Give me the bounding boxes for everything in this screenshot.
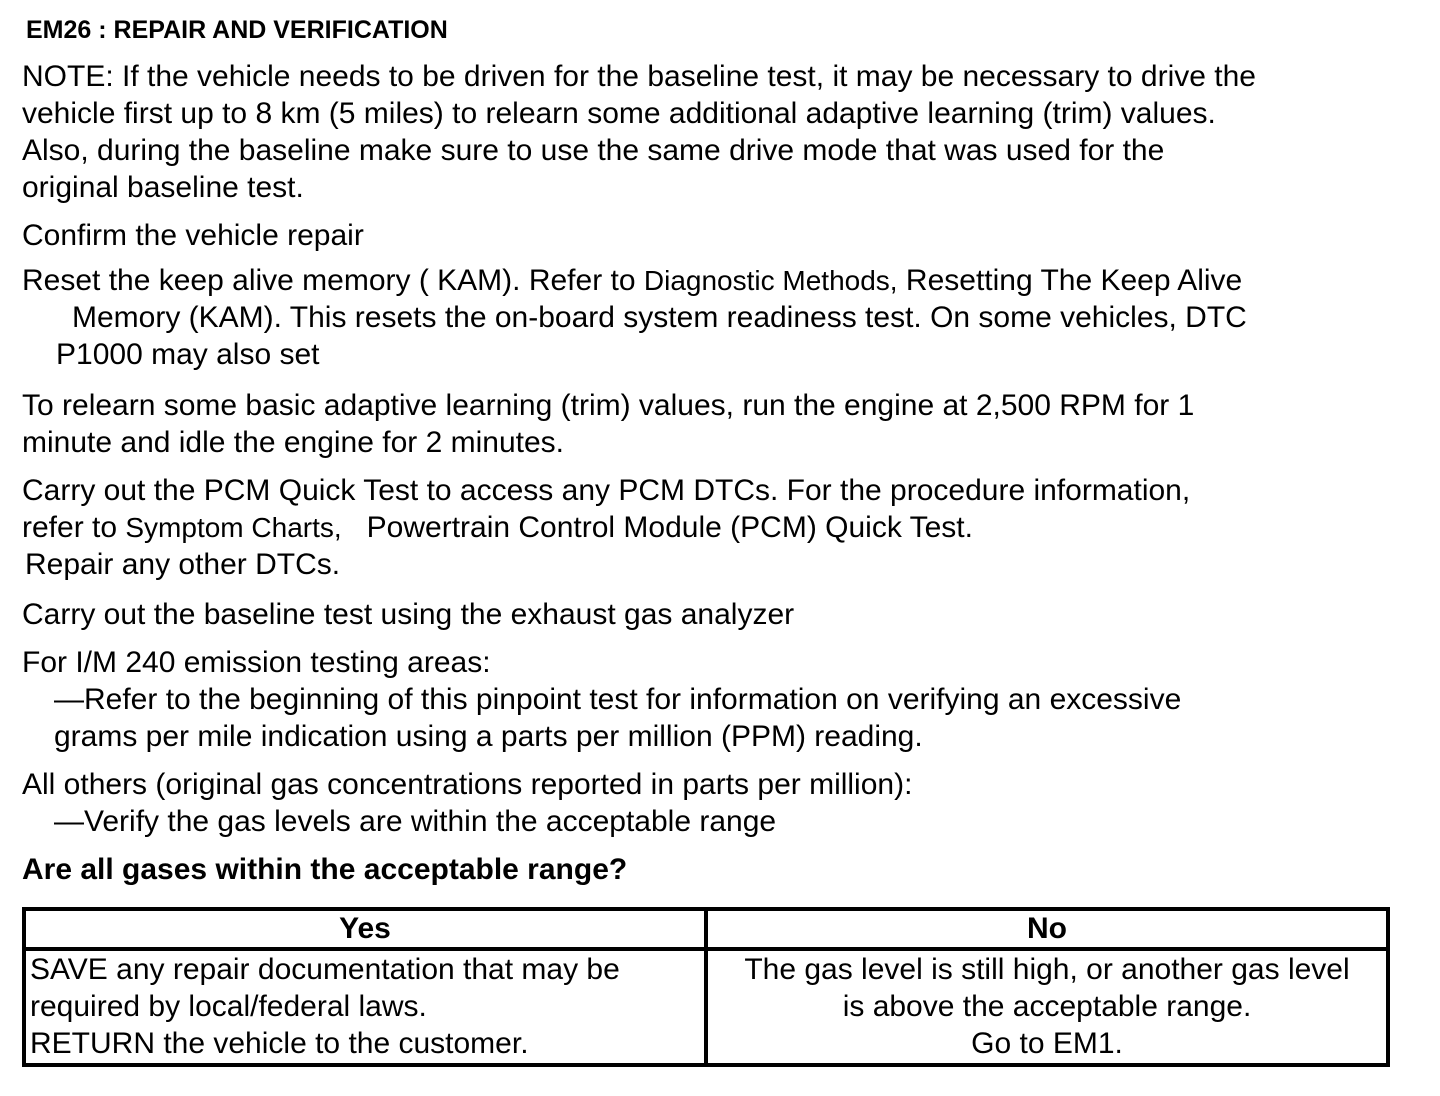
- result-header-row: [24, 909, 1388, 949]
- section-title: EM26 : REPAIR AND VERIFICATION: [26, 16, 448, 44]
- result-body-row: [24, 949, 1388, 1065]
- im240-line: grams per mile indication using a parts per million (PPM) reading.: [54, 720, 923, 753]
- decision-question: Are all gases within the acceptable range?: [22, 853, 628, 886]
- others-step: [22, 766, 912, 840]
- reset-line-2: Memory (KAM). This resets the on-board system readiness test. On some vehicles, DTC: [72, 301, 1247, 334]
- quick-test-line: Carry out the PCM Quick Test to access any PCM DTCs. For the procedure information,: [22, 474, 1191, 507]
- yes-line: RETURN the vehicle to the customer.: [30, 1027, 529, 1060]
- others-line: —Verify the gas levels are within the acceptable range: [54, 805, 777, 838]
- im240-step: [22, 644, 1181, 755]
- quick-test-text: refer to: [22, 511, 126, 544]
- im240-line: —Refer to the beginning of this pinpoint test for information on verifying an excessive: [54, 683, 1182, 716]
- reset-text: Resetting The Keep Alive: [897, 264, 1243, 297]
- symptom-charts-ref: Symptom Charts,: [125, 512, 342, 543]
- no-line: is above the acceptable range.: [842, 990, 1252, 1023]
- quick-test-line: Repair any other DTCs.: [25, 548, 341, 581]
- no-cell: [706, 949, 1388, 1065]
- reset-kam-step: [22, 262, 1247, 373]
- confirm-text: Confirm the vehicle repair: [22, 219, 364, 252]
- no-line: The gas level is still high, or another gas level: [744, 953, 1350, 986]
- result-table: [22, 907, 1390, 1067]
- baseline-text: Carry out the baseline test using the exhaust gas analyzer: [22, 598, 795, 631]
- yes-line: required by local/federal laws.: [30, 990, 427, 1023]
- im240-line: For I/M 240 emission testing areas:: [22, 646, 491, 679]
- no-line: Go to EM1.: [971, 1027, 1123, 1060]
- yes-line: SAVE any repair documentation that may be: [30, 953, 620, 986]
- no-header: No: [706, 909, 1388, 949]
- quick-test-step: [22, 472, 1190, 583]
- baseline-step: [22, 596, 794, 633]
- confirm-step: [22, 217, 364, 254]
- yes-cell: [24, 949, 706, 1065]
- reset-line-1: [22, 262, 1247, 299]
- note-line: NOTE: If the vehicle needs to be driven for the baseline test, it may be necessary to drive the: [22, 60, 1256, 93]
- yes-header: Yes: [24, 909, 706, 949]
- relearn-line: minute and idle the engine for 2 minutes.: [22, 426, 565, 459]
- note-line: original baseline test.: [22, 171, 304, 204]
- note-line: Also, during the baseline make sure to use the same drive mode that was used for the: [22, 134, 1165, 167]
- diagnostic-methods-ref: Diagnostic Methods,: [643, 265, 898, 296]
- reset-line-3: P1000 may also set: [56, 338, 320, 371]
- note-paragraph: [22, 58, 1256, 206]
- quick-test-line: [22, 509, 1190, 546]
- quick-test-text: Powertrain Control Module (PCM) Quick Test.: [341, 511, 973, 544]
- note-line: vehicle first up to 8 km (5 miles) to relearn some additional adaptive learning (trim) values.: [22, 97, 1216, 130]
- relearn-line: To relearn some basic adaptive learning (trim) values, run the engine at 2,500 RPM for 1: [22, 389, 1195, 422]
- reset-text: Reset the keep alive memory ( KAM). Refer to: [22, 264, 644, 297]
- others-line: All others (original gas concentrations reported in parts per million):: [22, 768, 913, 801]
- relearn-step: [22, 387, 1194, 461]
